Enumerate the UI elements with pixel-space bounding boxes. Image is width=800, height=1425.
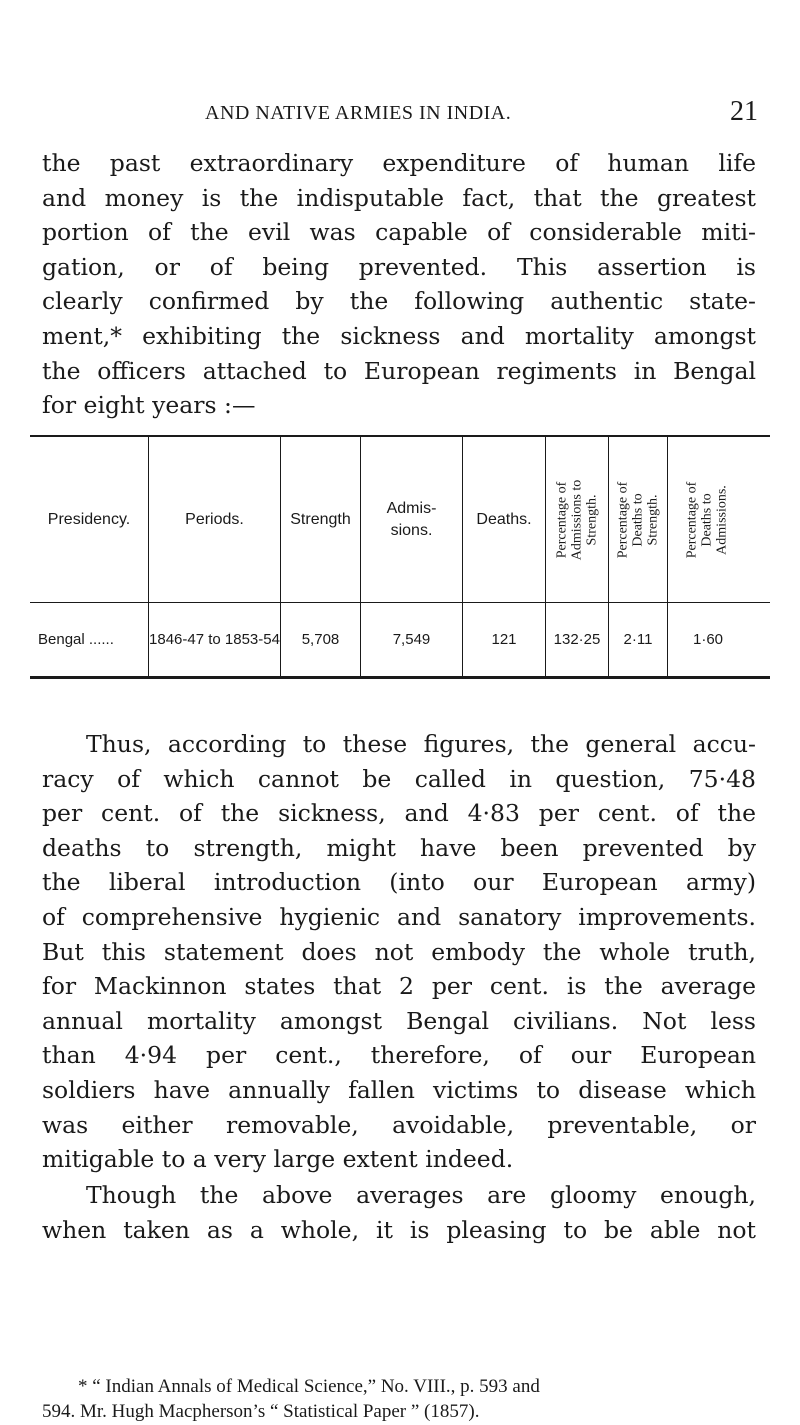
paragraph-intro — [42, 146, 756, 423]
header-line: Percentage of — [684, 481, 700, 558]
header-line: Strength. — [584, 494, 600, 545]
text-line: the liberal introduction (into our European army) — [42, 868, 756, 897]
text-line: the past extraordinary expenditure of human life — [42, 149, 756, 177]
cell-periods: 1846-47 to 1853-54 — [149, 631, 280, 648]
text-line: mitigable to a very large extent indeed. — [42, 1145, 514, 1174]
footnote-line: 594. Mr. Hugh Macpherson’s “ Statistical Paper ” (1857). — [42, 1401, 480, 1422]
text-line: annual mortality amongst Bengal civilians. Not less — [42, 1006, 756, 1035]
footnote — [42, 1374, 762, 1424]
header-line: Admissions to — [569, 479, 585, 560]
text-line: was either removable, avoidable, preventable, or — [42, 1110, 756, 1139]
header-line: Strength. — [645, 494, 661, 545]
header-pct-deaths-strength — [609, 437, 667, 602]
text-line: deaths to strength, might have been prevented by — [42, 833, 756, 862]
header-periods: Periods. — [185, 510, 244, 528]
paragraph-conclusion — [42, 1178, 756, 1247]
text-line: and money is the indisputable fact, that the greatest — [42, 183, 756, 212]
header-line: Deaths to — [699, 492, 715, 547]
header-line: Admissions. — [714, 484, 730, 555]
table-bottom-rule — [30, 676, 770, 679]
header-presidency: Presidency. — [47, 510, 131, 528]
text-line: But this statement does not embody the whole truth, — [42, 937, 756, 966]
text-line: Thus, according to these figures, the general accu- — [86, 730, 756, 758]
header-line: Percentage of — [554, 481, 570, 558]
text-line: ment,* exhibiting the sickness and mortality amongst — [42, 321, 756, 350]
text-line: for eight years :— — [42, 391, 256, 420]
header-pct-deaths-admissions — [668, 437, 770, 602]
text-line: soldiers have annually fallen victims to disease which — [42, 1075, 756, 1104]
header-strength: Strength — [290, 510, 351, 528]
text-line: Though the above averages are gloomy enough, — [86, 1181, 756, 1209]
text-line: of comprehensive hygienic and sanatory improvements. — [42, 902, 756, 931]
text-line: when taken as a whole, it is pleasing to be able not — [42, 1215, 756, 1244]
text-line: for Mackinnon states that 2 per cent. is the average — [42, 972, 756, 1001]
text-line: gation, or of being prevented. This assertion is — [42, 252, 756, 281]
header-line: Deaths to — [630, 492, 646, 547]
statistics-table — [30, 435, 770, 679]
cell-strength: 5,708 — [301, 631, 340, 648]
text-line: per cent. of the sickness, and 4·83 per cent. of the — [42, 799, 756, 828]
footnote-line: * “ Indian Annals of Medical Science,” No. VIII., p. 593 and — [78, 1376, 540, 1397]
text-line: portion of the evil was capable of considerable miti- — [42, 218, 756, 247]
header-admissions — [361, 437, 462, 602]
text-line: the officers attached to European regiments in Bengal — [42, 356, 756, 385]
header-pct-admissions-strength — [546, 437, 608, 602]
cell-pct-admissions-strength: 132·25 — [553, 631, 601, 648]
cell-presidency: Bengal ...... — [38, 631, 114, 648]
header-admissions-line2: sions. — [390, 521, 433, 539]
text-line: racy of which cannot be called in question, 75·48 — [42, 764, 756, 793]
header-admissions-line1: Admis- — [386, 499, 437, 517]
cell-deaths: 121 — [491, 631, 517, 648]
header-line: Percentage of — [615, 481, 631, 558]
header-deaths: Deaths. — [476, 510, 532, 528]
page-number: 21 — [730, 96, 758, 127]
running-title: AND NATIVE ARMIES IN INDIA. — [205, 102, 512, 124]
running-head — [0, 96, 800, 132]
cell-pct-deaths-admissions: 1·60 — [692, 631, 724, 648]
text-line: than 4·94 per cent., therefore, of our European — [42, 1041, 756, 1070]
cell-admissions: 7,549 — [392, 631, 431, 648]
paragraph-analysis — [42, 727, 756, 1177]
text-line: clearly confirmed by the following authentic state- — [42, 287, 756, 316]
cell-pct-deaths-strength: 2·11 — [623, 631, 653, 648]
